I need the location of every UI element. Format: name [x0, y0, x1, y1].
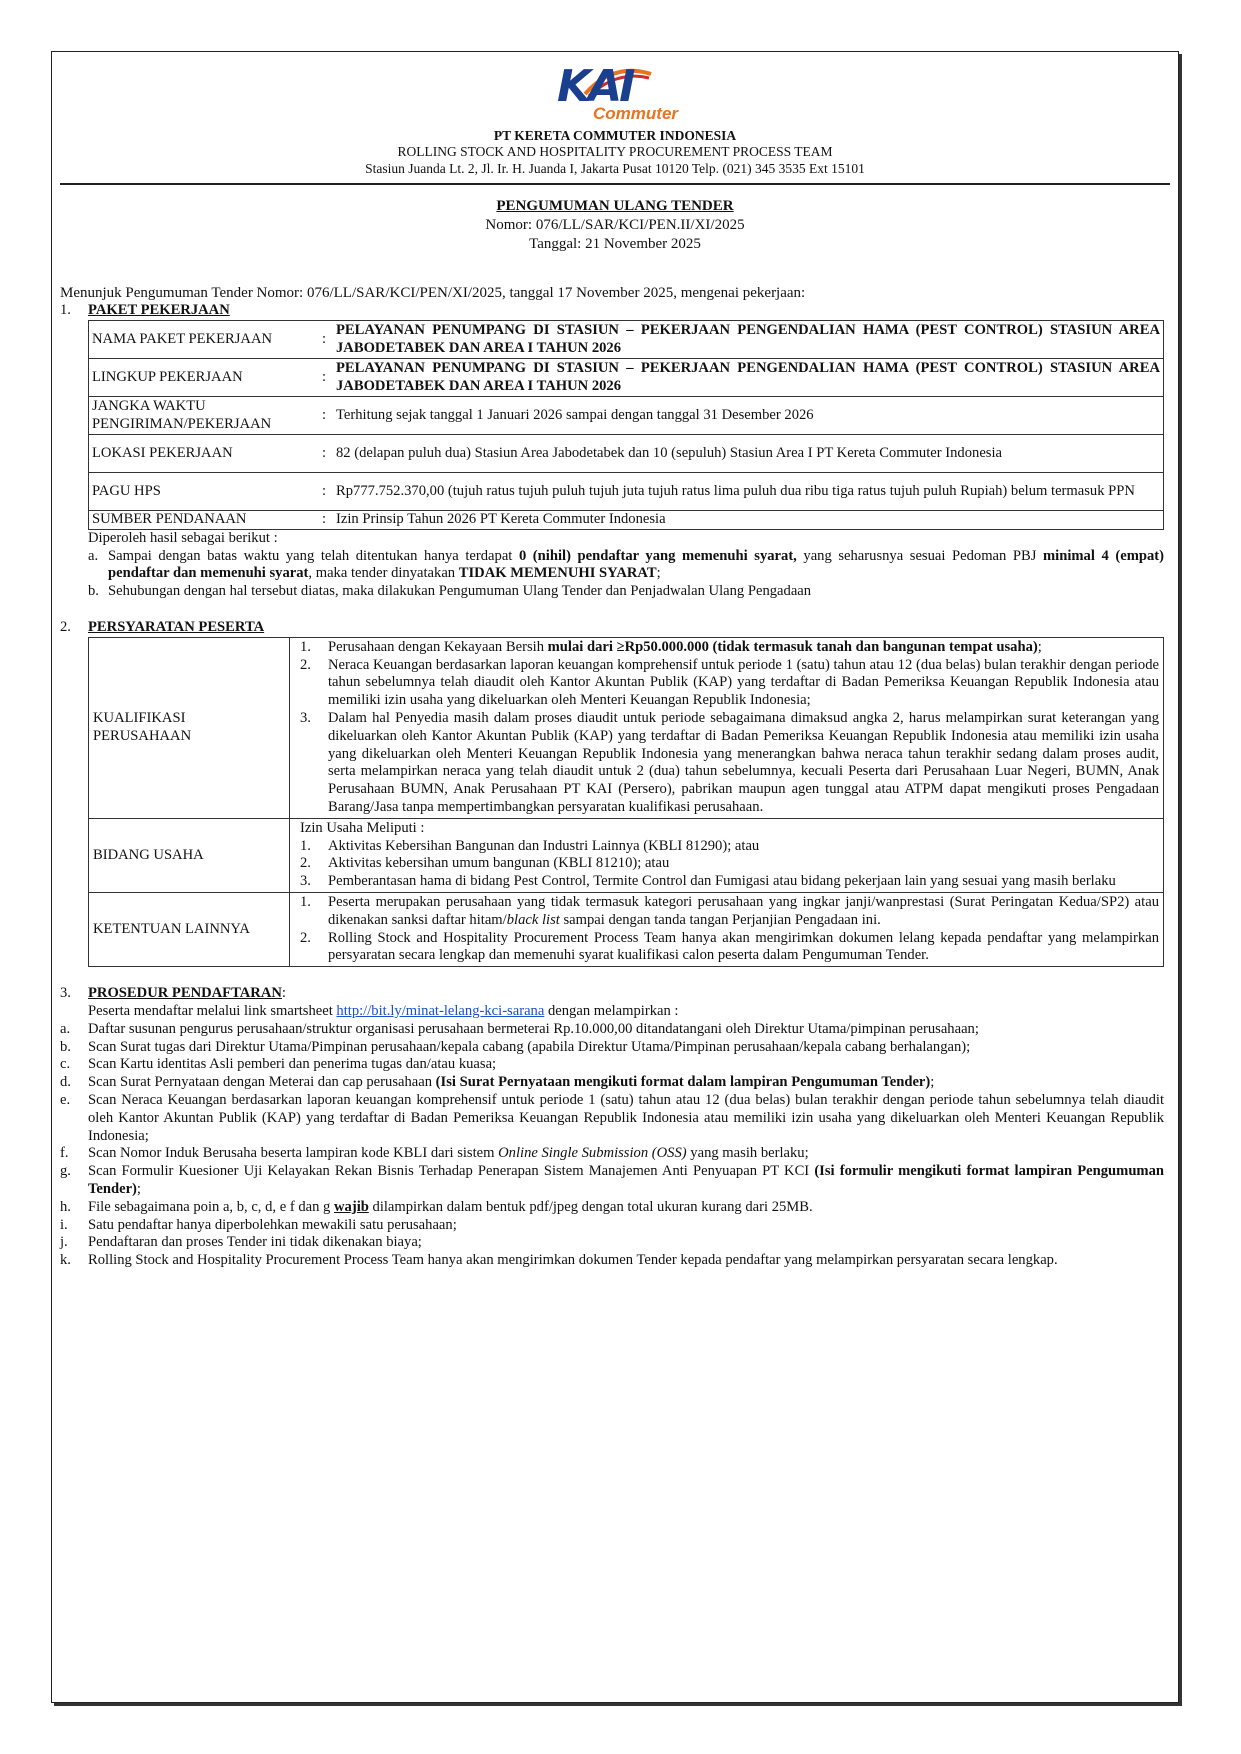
- text-run: yang masih berlaku;: [686, 1145, 809, 1162]
- text-run: File sebagaimana poin a, b, c, d, e f dan g: [88, 1198, 334, 1215]
- registration-lead: [88, 1003, 1164, 1021]
- item-text: Daftar susunan pengurus perusahaan/struktur organisasi perusahaan bermeterai Rp.10.000,00 ditandatangani oleh Direktur Utama/pimpinan perusahaan;: [88, 1020, 979, 1037]
- text-run: Scan Formulir Kuesioner Uji Kelayakan Rekan Bisnis Terhadap Penerapan Sistem Manajemen Anti Penyuapan PT KCI: [88, 1163, 815, 1180]
- table-row: [89, 359, 1164, 397]
- item-text: Sehubungan dengan hal tersebut diatas, maka dilakukan Pengumuman Ulang Tender dan Penjadwalan Ulang Pengadaan: [108, 583, 812, 600]
- company-name: PT KERETA COMMUTER INDONESIA: [493, 128, 737, 143]
- row-value: Terhitung sejak tanggal 1 Januari 2026 sampai dengan tanggal 31 Desember 2026: [333, 397, 1164, 435]
- item-key: 2.: [300, 656, 311, 673]
- text-run: yang seharusnya sesuai Pedoman PBJ: [796, 547, 1044, 564]
- document-frame: [51, 51, 1179, 1703]
- row-label: KETENTUAN LAINNYA: [89, 893, 290, 967]
- kai-commuter-logo: [535, 62, 695, 126]
- table-row: [89, 473, 1164, 511]
- other-provisions-list: [294, 894, 1159, 965]
- item-key: f.: [60, 1145, 69, 1162]
- item-key: i.: [60, 1216, 68, 1233]
- item-key: b.: [88, 583, 99, 600]
- section-title: PAKET PEKERJAAN: [88, 302, 230, 319]
- list-item: [60, 1163, 1164, 1199]
- row-value: Rp777.752.370,00 (tujuh ratus tujuh puluh tujuh juta tujuh ratus lima puluh dua ribu tiga ratus tujuh puluh Rupiah) belum termasuk PPN: [333, 473, 1164, 511]
- item-text: Scan Kartu identitas Asli pemberi dan penerima tugas dan/atau kuasa;: [88, 1056, 497, 1073]
- item-text: Satu pendaftar hanya diperbolehkan mewakili satu perusahaan;: [88, 1216, 457, 1233]
- row-label: PAGU HPS: [89, 473, 316, 511]
- list-item: [294, 873, 1159, 891]
- title-heading: PENGUMUMAN ULANG TENDER: [496, 198, 734, 214]
- item-key: 1.: [300, 894, 311, 911]
- requirements-table: [88, 637, 1164, 967]
- section-3-heading: [60, 985, 1164, 1003]
- text-run: sampai dengan tanda tangan Perjanjian Pengadaan ini.: [559, 911, 881, 928]
- list-item: [294, 710, 1159, 817]
- row-colon: :: [315, 397, 333, 435]
- item-text: [88, 1074, 934, 1092]
- item-text: Scan Surat tugas dari Direktur Utama/Pimpinan perusahaan/kepala cabang (apabila Direktur Utama/Pimpinan perusahaan/kepala cabang berhalangan);: [88, 1038, 971, 1055]
- item-key: k.: [60, 1252, 71, 1269]
- text-run: ;: [1037, 638, 1042, 655]
- company-address: Stasiun Juanda Lt. 2, Jl. Ir. H. Juanda I, Jakarta Pusat 10120 Telp. (021) 345 3535 Ext 15101: [365, 160, 865, 176]
- text-run: Peserta merupakan perusahaan yang tidak termasuk kategori perusahaan yang ingkar janji/wanprestasi (Surat Peringatan Kedua/SP2) atau dikenakan sanksi daftar hitam/: [328, 894, 1159, 928]
- item-text: Scan Neraca Keuangan berdasarkan laporan keuangan komprehensif untuk periode 1 (satu) tahun atau 12 (dua belas) bulan terakhir dengan periode tahun sebelumnya telah diaudit oleh Kantor Akuntan Publik (KAP) yang terdaftar di Badan Pemeriksa Keuangan Republik Indonesia atau memiliki izin usaha yang dikeluarkan oleh Menteri Keuangan Republik Indonesia;: [88, 1092, 1164, 1144]
- list-item: [60, 1234, 1164, 1252]
- item-text: Neraca Keuangan berdasarkan laporan keuangan komprehensif untuk periode 1 (satu) tahun atau 12 (dua belas) bulan terakhir dengan periode tahun sebelumnya telah diaudit oleh Kantor Akuntan Publik (KAP) yang terdaftar di Badan Pemeriksa Keuangan Republik Indonesia atau memiliki izin usaha yang dikeluarkan oleh Menteri Keuangan Republik Indonesia;: [328, 656, 1159, 709]
- list-item: [294, 894, 1159, 930]
- item-text: Pendaftaran dan proses Tender ini tidak dikenakan biaya;: [88, 1234, 422, 1251]
- text-run-bold: (Isi Surat Pernyataan mengikuti format dalam lampiran Pengumuman Tender): [435, 1074, 931, 1091]
- text-run: Sampai dengan batas waktu yang telah ditentukan hanya terdapat: [108, 547, 519, 564]
- row-value: 82 (delapan puluh dua) Stasiun Area Jabodetabek dan 10 (sepuluh) Stasiun Area I PT Kereta Commuter Indonesia: [333, 435, 1164, 473]
- item-key: 3.: [300, 873, 311, 890]
- row-value: [290, 818, 1164, 892]
- item-text: Rolling Stock and Hospitality Procurement Process Team hanya akan mengirimkan dokumen lelang kepada pendaftar yang melampirkan persyaratan secara lengkap dan memenuhi syarat kualifikasi calon peserta dalam Pengumuman Tender.: [328, 929, 1159, 964]
- list-item: [60, 1074, 1164, 1092]
- item-text: [108, 548, 1164, 584]
- text-run: Scan Surat Pernyataan dengan Meterai dan cap perusahaan: [88, 1074, 436, 1091]
- text-run: Peserta mendaftar melalui link smartsheet: [88, 1003, 337, 1020]
- text-run-italic: Online Single Submission (OSS): [498, 1145, 687, 1162]
- table-row: [89, 397, 1164, 435]
- row-value: Izin Prinsip Tahun 2026 PT Kereta Commuter Indonesia: [333, 511, 1164, 530]
- item-text: [88, 1199, 813, 1217]
- row-label: NAMA PAKET PEKERJAAN: [89, 321, 316, 359]
- item-text: Aktivitas kebersihan umum bangunan (KBLI 81210); atau: [328, 855, 670, 872]
- item-key: 1.: [300, 837, 311, 854]
- header-divider: [60, 183, 1170, 185]
- text-run-bold: 0 (nihil) pendaftar yang memenuhi syarat,: [518, 547, 797, 564]
- item-key: h.: [60, 1198, 71, 1215]
- item-text: Aktivitas Kebersihan Bangunan dan Industri Lainnya (KBLI 81290); atau: [328, 837, 760, 854]
- table-row: [89, 637, 1164, 818]
- section-2-heading: [60, 619, 1164, 637]
- item-key: 3.: [300, 710, 311, 727]
- text-run-bold: TIDAK MEMENUHI SYARAT: [458, 565, 657, 582]
- text-run: dilampirkan dalam bentuk pdf/jpeg dengan total ukuran kurang dari 25MB.: [368, 1198, 813, 1215]
- text-run: Scan Nomor Induk Berusaha beserta lampiran kode KBLI dari sistem: [88, 1145, 499, 1162]
- intro-text: Menunjuk Pengumuman Tender Nomor: 076/LL/SAR/KCI/PEN/XI/2025, tanggal 17 November 2025, mengenai pekerjaan:: [60, 285, 806, 301]
- section-number: 3.: [60, 985, 71, 1002]
- section-title: PROSEDUR PENDAFTARAN: [88, 985, 282, 1002]
- item-key: d.: [60, 1074, 71, 1091]
- table-row: [89, 893, 1164, 967]
- item-key: 2.: [300, 855, 311, 872]
- row-label: KUALIFIKASI PERUSAHAAN: [89, 637, 290, 818]
- item-text: [88, 1163, 1164, 1199]
- list-item: [294, 657, 1159, 710]
- item-text: [328, 894, 1159, 930]
- row-label: LINGKUP PEKERJAAN: [89, 359, 316, 397]
- item-key: b.: [60, 1038, 71, 1055]
- list-item: [60, 1021, 1164, 1039]
- row-value: [290, 893, 1164, 967]
- smartsheet-link[interactable]: http://bit.ly/minat-lelang-kci-sarana: [336, 1003, 545, 1020]
- package-table: [88, 320, 1164, 530]
- row-label: BIDANG USAHA: [89, 818, 290, 892]
- qualification-list: [294, 639, 1159, 817]
- announcement-title: [52, 197, 1178, 255]
- text-run: ;: [656, 565, 661, 582]
- result-intro: Diperoleh hasil sebagai berikut :: [88, 529, 278, 546]
- row-label: LOKASI PEKERJAAN: [89, 435, 316, 473]
- row-colon: :: [315, 321, 333, 359]
- table-row: [89, 511, 1164, 530]
- text-run: dengan melampirkan :: [544, 1003, 679, 1020]
- section-colon: :: [281, 985, 286, 1002]
- list-item: [60, 1039, 1164, 1057]
- item-key: c.: [60, 1056, 71, 1073]
- list-item: [294, 855, 1159, 873]
- section-number: 1.: [60, 302, 71, 319]
- item-key: j.: [60, 1234, 68, 1251]
- registration-list: [60, 1021, 1164, 1270]
- list-item: [294, 838, 1159, 856]
- text-run: ;: [930, 1074, 935, 1091]
- table-row: [89, 818, 1164, 892]
- document-body: [60, 284, 1164, 1270]
- list-item: [60, 1199, 1164, 1217]
- text-run: Perusahaan dengan Kekayaan Bersih: [328, 638, 548, 655]
- row-value: PELAYANAN PENUMPANG DI STASIUN – PEKERJAAN PENGENDALIAN HAMA (PEST CONTROL) STASIUN AREA JABODETABEK DAN AREA I TAHUN 2026: [333, 359, 1164, 397]
- table-row: [89, 321, 1164, 359]
- text-run: ;: [136, 1180, 141, 1197]
- list-item: [88, 583, 1164, 601]
- logo-sub-text: Commuter: [593, 104, 679, 123]
- title-date: Tanggal: 21 November 2025: [529, 236, 701, 253]
- item-key: e.: [60, 1092, 71, 1108]
- list-item: [60, 1252, 1164, 1270]
- text-run-bold: wajib: [334, 1198, 369, 1215]
- result-list: [88, 548, 1164, 601]
- section-1-heading: [60, 302, 1164, 320]
- list-item: [60, 1092, 1164, 1145]
- item-text: Dalam hal Penyedia masih dalam proses diaudit untuk periode sebagaimana dimaksud angka 2, harus melampirkan surat keterangan yang dikeluarkan oleh Kantor Akuntan Publik (KAP) yang terdaftar di Badan Pemeriksa Keuangan Republik Indonesia atau memiliki izin usaha yang dikeluarkan oleh Menteri Keuangan Republik Indonesia yang menerangkan bahwa neraca tahun terakhir sedang dalam proses audit, serta melampirkan neraca yang telah diaudit untuk 2 (dua) tahun sebelumnya, kecuali Peserta dari Perusahaan Luar Negeri, BUMN, Anak Perusahaan BUMN, Anak Perusahaan PT KAI (Persero), pabrikan maupun agen tunggal atau ATPM dapat mengikuti proses Pengadaan Barang/Jasa tanpa mempertimbangkan persyaratan kualifikasi perusahaan.: [328, 710, 1159, 816]
- title-number: Nomor: 076/LL/SAR/KCI/PEN.II/XI/2025: [485, 217, 745, 234]
- item-key: a.: [60, 1020, 71, 1037]
- item-text: [328, 639, 1042, 657]
- list-item: [88, 548, 1164, 584]
- row-label: JANGKA WAKTU PENGIRIMAN/PEKERJAAN: [89, 397, 316, 435]
- text-run-bold: (Isi formulir mengikuti format lampiran Pengumuman Tender): [88, 1163, 1164, 1197]
- section-title-wrap: [88, 985, 286, 1003]
- text-run: , maka tender dinyatakan: [308, 565, 459, 582]
- row-value: [290, 637, 1164, 818]
- team-name: ROLLING STOCK AND HOSPITALITY PROCUREMENT PROCESS TEAM: [397, 144, 833, 160]
- text-run-bold: minimal 4 (empat) pendaftar dan memenuhi syarat: [108, 547, 1164, 582]
- item-key: a.: [88, 547, 99, 564]
- item-text: Rolling Stock and Hospitality Procurement Process Team hanya akan mengirimkan dokumen Tender kepada pendaftar yang melampirkan persyaratan secara lengkap.: [88, 1252, 1058, 1269]
- row-colon: :: [315, 473, 333, 511]
- list-item: [294, 930, 1159, 966]
- section-title: PERSYARATAN PESERTA: [88, 619, 265, 636]
- item-key: g.: [60, 1163, 71, 1180]
- table-row: [89, 435, 1164, 473]
- row-colon: :: [315, 359, 333, 397]
- item-text: [88, 1145, 809, 1163]
- row-colon: :: [315, 511, 333, 530]
- item-key: 1.: [300, 638, 311, 655]
- letterhead: [52, 62, 1178, 177]
- section-number: 2.: [60, 619, 71, 636]
- list-item: [294, 639, 1159, 657]
- item-key: 2.: [300, 929, 311, 946]
- business-intro: Izin Usaha Meliputi :: [300, 819, 425, 836]
- business-list: [294, 838, 1159, 891]
- row-label: SUMBER PENDANAAN: [89, 511, 316, 530]
- row-colon: :: [315, 435, 333, 473]
- item-text: Pemberantasan hama di bidang Pest Control, Termite Control dan Fumigasi atau bidang pekerjaan lain yang sesuai yang masih berlaku: [328, 873, 1116, 890]
- list-item: [60, 1217, 1164, 1235]
- text-run-bold: mulai dari ≥Rp50.000.000 (tidak termasuk tanah dan bangunan tempat usaha): [547, 638, 1038, 655]
- logo-brand-text: KAI: [557, 61, 633, 112]
- text-run-italic: black list: [506, 911, 560, 928]
- list-item: [60, 1056, 1164, 1074]
- row-value: PELAYANAN PENUMPANG DI STASIUN – PEKERJAAN PENGENDALIAN HAMA (PEST CONTROL) STASIUN AREA JABODETABEK DAN AREA I TAHUN 2026: [333, 321, 1164, 359]
- list-item: [60, 1145, 1164, 1163]
